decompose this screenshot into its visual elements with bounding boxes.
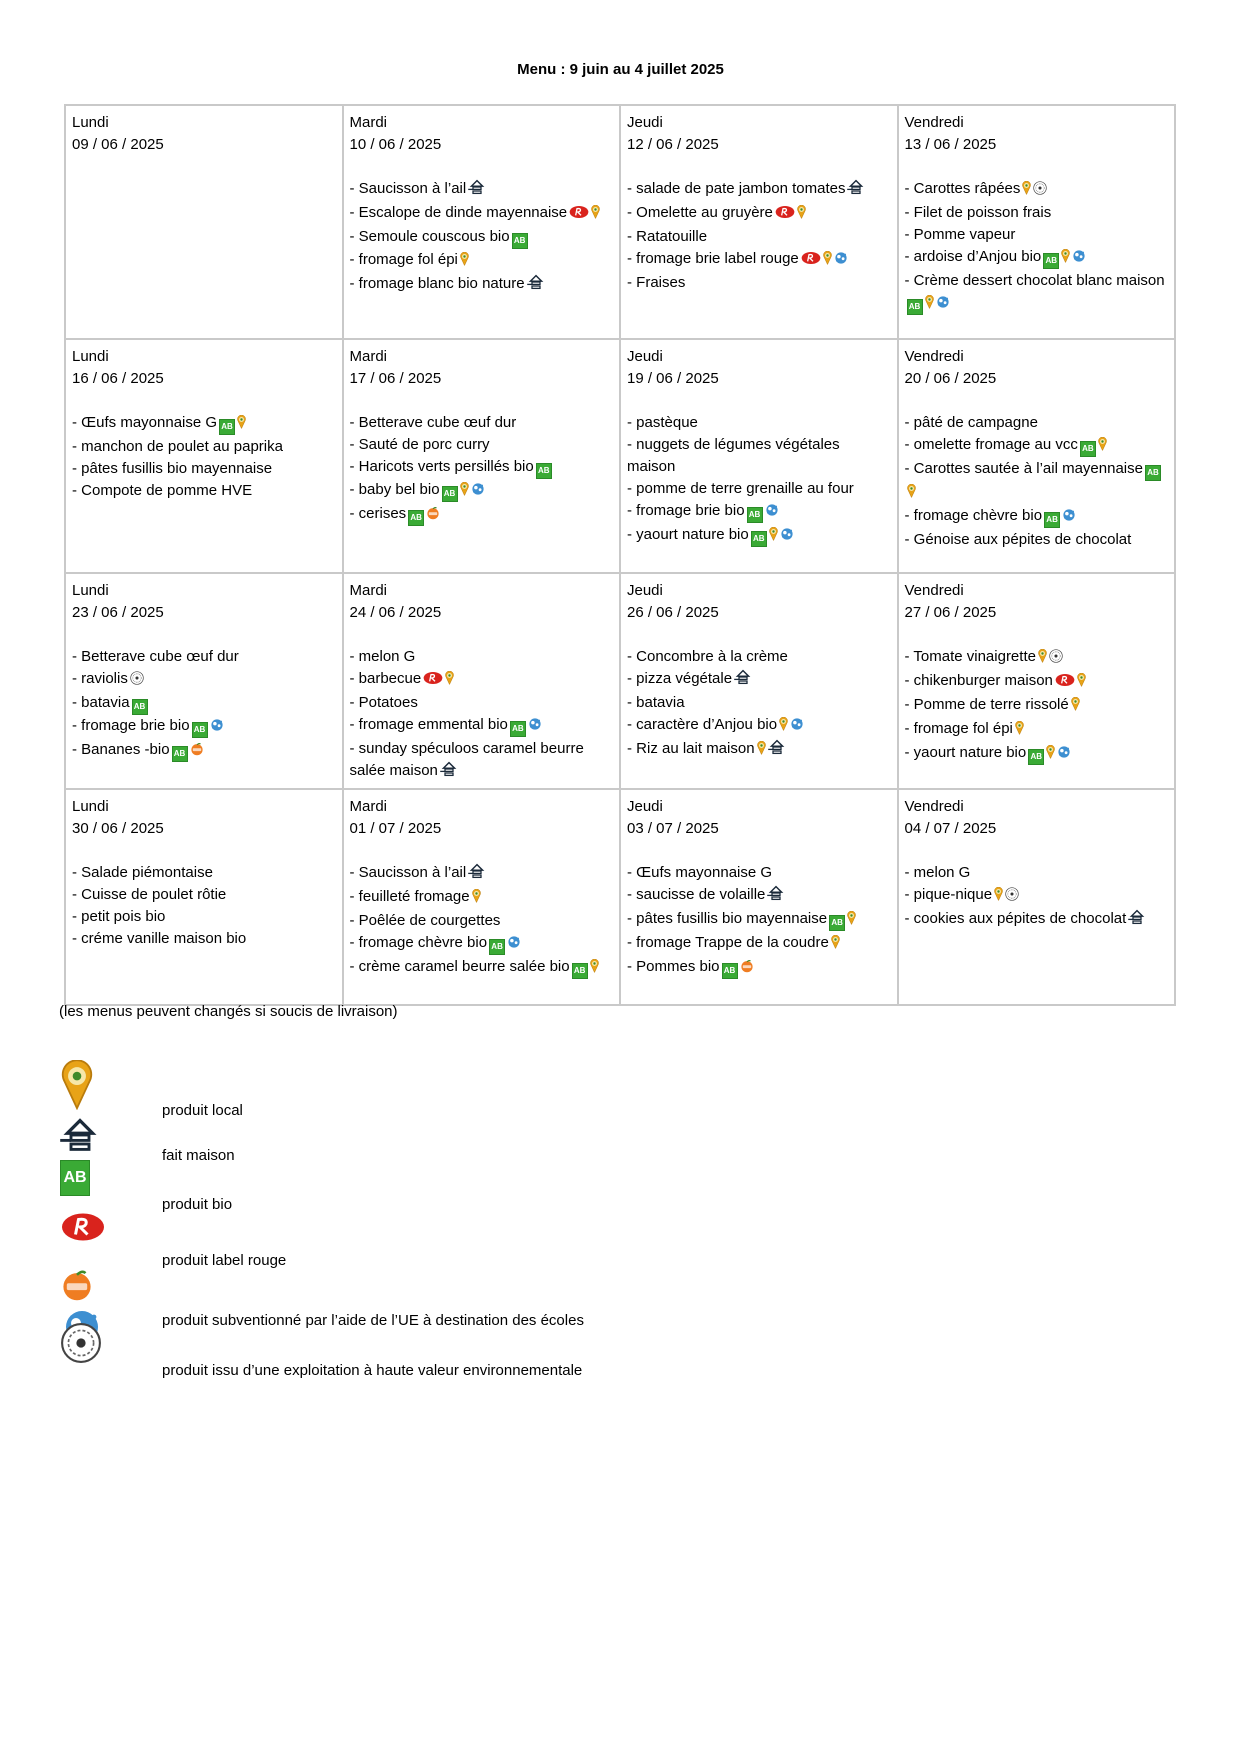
eu-icon [765, 502, 779, 524]
local-icon [1098, 436, 1107, 458]
bio-icon: AB [572, 963, 588, 979]
menu-item-text: - Carottes sautée à l’ail mayennaise [904, 460, 1143, 477]
week-row [65, 105, 1175, 339]
bio-icon: AB [536, 463, 552, 479]
maison-icon [468, 863, 486, 886]
bio-icon: AB [132, 699, 148, 715]
menu-item [627, 248, 891, 272]
menu-item-text: - pique-nique [904, 886, 993, 903]
day-date: 09 / 06 / 2025 [72, 136, 164, 153]
menu-item [350, 456, 614, 479]
bio-icon: AB [489, 939, 505, 955]
menu-item-text: - pâtes fusillis bio mayennaise [627, 910, 828, 927]
local-icon [1038, 648, 1047, 670]
menu-item-text: - pizza végétale [627, 670, 733, 687]
menu-item-text: - pastèque [627, 414, 698, 431]
day-name: Jeudi [627, 348, 663, 365]
menu-item [627, 500, 891, 524]
local-icon [769, 526, 778, 548]
menu-item-text: - fromage chèvre bio [349, 934, 488, 951]
hve-icon [60, 1322, 102, 1369]
local-icon [460, 481, 469, 503]
menu-item-text: - fromage brie bio [627, 502, 745, 519]
menu-item-text: - batavia [627, 694, 685, 711]
menu-item-text: - batavia [72, 694, 130, 711]
menu-item-text: - fromage brie label rouge [627, 250, 799, 267]
local-icon [237, 414, 246, 436]
hve-icon [1049, 648, 1063, 670]
bio-icon: AB [1043, 253, 1059, 269]
menu-item-text: - Ratatouille [627, 228, 708, 245]
menu-item-text: - Pommes bio [627, 958, 720, 975]
menu-item-text: - fromage fol épi [904, 720, 1013, 737]
day-cell [898, 573, 1176, 789]
bio-icon: AB [829, 915, 845, 931]
menu-item [350, 226, 614, 249]
menu-item [350, 646, 614, 668]
menu-item [905, 694, 1169, 718]
legend-icon-wrap [58, 1322, 102, 1369]
menu-item [350, 738, 614, 784]
day-cell [620, 105, 898, 339]
day-name: Jeudi [627, 798, 663, 815]
menu-item-text: - salade de pate jambon tomates [627, 180, 846, 197]
menu-item [350, 434, 614, 456]
menu-item-text: - Saucisson à l’ail [349, 864, 467, 881]
maison-icon [468, 179, 486, 202]
label-rouge-icon [423, 670, 443, 692]
menu-item [72, 739, 336, 763]
menu-item [905, 434, 1169, 458]
menu-item-text: - Potatoes [349, 694, 418, 711]
menu-item-text: - barbecue [349, 670, 422, 687]
menu-item [350, 692, 614, 714]
local-icon [1077, 672, 1086, 694]
day-cell [898, 789, 1176, 1005]
menu-item [72, 646, 336, 668]
local-icon [1046, 744, 1055, 766]
eu-icon [936, 294, 950, 316]
local-icon [925, 294, 934, 316]
menu-item-text: - Œufs mayonnaise G [72, 414, 218, 431]
day-name: Jeudi [627, 582, 663, 599]
day-name: Vendredi [904, 348, 964, 365]
day-name: Mardi [349, 348, 388, 365]
menu-item [72, 884, 336, 906]
fruit-icon [426, 505, 440, 527]
menu-item-text: - Œufs mayonnaise G [627, 864, 773, 881]
menu-item-text: - Filet de poisson frais [904, 204, 1052, 221]
local-icon [994, 886, 1003, 908]
menu-item-text: - melon G [349, 648, 416, 665]
day-name: Mardi [349, 798, 388, 815]
menu-item-text: - Cuisse de poulet rôtie [72, 886, 227, 903]
bio-icon: AB [722, 963, 738, 979]
day-name: Mardi [349, 582, 388, 599]
menu-item-text: - Riz au lait maison [627, 740, 755, 757]
fruit-icon [190, 741, 204, 763]
label-rouge-icon [801, 250, 821, 272]
menu-item [905, 458, 1169, 505]
day-name: Vendredi [904, 582, 964, 599]
day-cell [65, 573, 343, 789]
day-cell [65, 105, 343, 339]
menu-item-text: - caractère d’Anjou bio [627, 716, 778, 733]
hve-icon [130, 670, 144, 692]
day-cell [898, 105, 1176, 339]
day-cell [898, 339, 1176, 573]
menu-item [627, 908, 891, 932]
day-cell [620, 573, 898, 789]
local-icon [1015, 720, 1024, 742]
bio-icon: AB [907, 299, 923, 315]
menu-item [627, 884, 891, 908]
legend-icon-wrap [58, 1060, 94, 1115]
menu-item [905, 529, 1169, 551]
fruit-icon [740, 958, 754, 980]
day-cell [343, 573, 621, 789]
menu-item-text: - nuggets de légumes végétales maison [627, 436, 840, 475]
page-title: Menu : 9 juin au 4 juillet 2025 [517, 61, 724, 78]
legend-icon-wrap [58, 1117, 100, 1158]
menu-item [627, 646, 891, 668]
menu-item [72, 458, 336, 480]
day-date: 26 / 06 / 2025 [627, 604, 719, 621]
day-cell [343, 105, 621, 339]
menu-item [350, 886, 614, 910]
local-icon [472, 888, 481, 910]
day-date: 12 / 06 / 2025 [627, 136, 719, 153]
maison-icon [847, 179, 865, 202]
menu-item-text: - Pomme de terre rissolé [904, 696, 1069, 713]
menu-item-text: - fromage emmental bio [349, 716, 508, 733]
menu-item [627, 412, 891, 434]
legend-label: produit issu d’une exploitation à haute valeur environnementale [162, 1362, 583, 1379]
day-name: Lundi [72, 114, 109, 131]
local-icon [797, 204, 806, 226]
maison-icon [767, 885, 785, 908]
menu-item [627, 714, 891, 738]
eu-icon [210, 717, 224, 739]
day-cell [620, 339, 898, 573]
menu-item [627, 692, 891, 714]
local-icon [847, 910, 856, 932]
menu-item [627, 956, 891, 980]
local-icon [60, 1060, 94, 1115]
menu-item-text: - yaourt nature bio [904, 744, 1027, 761]
menu-item-text: - petit pois bio [72, 908, 166, 925]
maison-icon [734, 669, 752, 692]
bio-icon: AB [510, 721, 526, 737]
legend-label: produit bio [162, 1196, 233, 1213]
local-icon [590, 958, 599, 980]
day-date: 04 / 07 / 2025 [904, 820, 997, 837]
day-date: 27 / 06 / 2025 [904, 604, 997, 621]
menu-item-text: - Fraises [627, 274, 686, 291]
menu-item [627, 668, 891, 692]
menu-item [350, 202, 614, 226]
menu-item-text: - Haricots verts persillés bio [349, 458, 534, 475]
local-icon [591, 204, 600, 226]
menu-item [627, 524, 891, 548]
menu-item [627, 178, 891, 202]
bio-icon: AB [192, 722, 208, 738]
eu-icon [471, 481, 485, 503]
day-date: 20 / 06 / 2025 [904, 370, 997, 387]
menu-item [350, 932, 614, 956]
local-icon [757, 740, 766, 762]
day-date: 23 / 06 / 2025 [72, 604, 164, 621]
legend-label: produit local [162, 1102, 243, 1119]
menu-item [627, 226, 891, 248]
legend-label: produit subventionné par l’aide de l’UE à destination des écoles [162, 1312, 584, 1329]
menu-item-text: - Betterave cube œuf dur [72, 648, 239, 665]
legend-icon-wrap [58, 1212, 106, 1247]
fruit-icon [60, 1268, 94, 1307]
menu-item-text: - Concombre à la crème [627, 648, 788, 665]
menu-item-text: - pomme de terre grenaille au four [627, 480, 854, 497]
menu-item [905, 670, 1169, 694]
menu-item [350, 862, 614, 886]
menu-item-text: - baby bel bio [349, 481, 440, 498]
day-date: 16 / 06 / 2025 [72, 370, 164, 387]
menu-item [905, 718, 1169, 742]
menu-item [72, 928, 336, 950]
menu-item [627, 478, 891, 500]
local-icon [1022, 180, 1031, 202]
day-cell [65, 339, 343, 573]
eu-icon [790, 716, 804, 738]
maison-icon [1128, 909, 1146, 932]
menu-item [627, 202, 891, 226]
menu-item-text: - Pomme vapeur [904, 226, 1016, 243]
menu-item [72, 412, 336, 436]
menu-item-text: - cookies aux pépites de chocolat [904, 910, 1127, 927]
label-rouge-icon [775, 204, 795, 226]
eu-icon [528, 716, 542, 738]
maison-icon [440, 761, 458, 784]
local-icon [445, 670, 454, 692]
menu-item-text: - Sauté de porc curry [349, 436, 490, 453]
maison-icon [60, 1117, 100, 1158]
menu-item-text: - saucisse de volaille [627, 886, 766, 903]
day-name: Lundi [72, 348, 109, 365]
day-date: 19 / 06 / 2025 [627, 370, 719, 387]
menu-item [627, 272, 891, 294]
bio-icon: AB [1080, 441, 1096, 457]
menu-item [72, 862, 336, 884]
day-cell [343, 789, 621, 1005]
menu-item-text: - feuilleté fromage [349, 888, 470, 905]
menu-item-text: - Escalope de dinde mayennaise [349, 204, 568, 221]
day-date: 03 / 07 / 2025 [627, 820, 719, 837]
menu-item [350, 910, 614, 932]
menu-item-text: - fromage blanc bio nature [349, 275, 525, 292]
bio-icon: AB [219, 419, 235, 435]
eu-icon [1057, 744, 1071, 766]
day-date: 01 / 07 / 2025 [349, 820, 442, 837]
hve-icon [1005, 886, 1019, 908]
menu-item [627, 738, 891, 762]
local-icon [907, 483, 916, 505]
menu-item-text: - Semoule couscous bio [349, 228, 510, 245]
day-name: Vendredi [904, 798, 964, 815]
menu-item-text: - manchon de poulet au paprika [72, 438, 283, 455]
menu-item-text: - crème caramel beurre salée bio [349, 958, 570, 975]
label-rouge-icon [60, 1212, 106, 1247]
menu-item [627, 434, 891, 478]
menu-item-text: - Omelette au gruyère [627, 204, 773, 221]
menu-item [350, 249, 614, 273]
day-date: 13 / 06 / 2025 [904, 136, 997, 153]
local-icon [460, 251, 469, 273]
bio-icon: AB [1044, 512, 1060, 528]
eu-icon [834, 250, 848, 272]
legend-label: produit label rouge [162, 1252, 287, 1269]
eu-icon [780, 526, 794, 548]
bio-icon: AB [1145, 465, 1161, 481]
menu-item [350, 479, 614, 503]
menu-item [350, 714, 614, 738]
menu-item-text: - omelette fromage au vcc [904, 436, 1078, 453]
menu-item [905, 412, 1169, 434]
bio-icon: AB [442, 486, 458, 502]
menu-item-text: - fromage chèvre bio [904, 507, 1043, 524]
menu-item [905, 908, 1169, 932]
maison-icon [527, 274, 545, 297]
local-icon [1071, 696, 1080, 718]
menu-item-text: - Bananes -bio [72, 741, 170, 758]
day-cell [343, 339, 621, 573]
menu-item-text: - Saucisson à l’ail [349, 180, 467, 197]
menu-item [72, 715, 336, 739]
local-icon [823, 250, 832, 272]
menu-item-text: - fromage brie bio [72, 717, 190, 734]
menu-item-text: - fromage fol épi [349, 251, 458, 268]
menu-item [905, 742, 1169, 766]
menu-item [905, 270, 1169, 316]
menu-item [905, 646, 1169, 670]
local-icon [779, 716, 788, 738]
menu-item-text: - Salade piémontaise [72, 864, 213, 881]
menu-item-text: - Crème dessert chocolat blanc maison [904, 272, 1165, 289]
day-name: Mardi [349, 114, 388, 131]
menu-item [905, 246, 1169, 270]
menu-item [905, 224, 1169, 246]
menu-item-text: - sunday spéculoos caramel beurre salée maison [349, 740, 584, 779]
menu-item-text: - pâté de campagne [904, 414, 1038, 431]
day-name: Vendredi [904, 114, 964, 131]
menu-item-text: - yaourt nature bio [627, 526, 749, 543]
menu-item [350, 412, 614, 434]
eu-icon [1062, 507, 1076, 529]
menu-item-text: - chikenburger maison [904, 672, 1053, 689]
delivery-note: (les menus peuvent changés si soucis de livraison) [59, 1003, 398, 1020]
menu-item [72, 692, 336, 715]
menu-table [64, 104, 1176, 1006]
day-date: 17 / 06 / 2025 [349, 370, 442, 387]
bio-icon: AB [751, 531, 767, 547]
bio-icon: AB [747, 507, 763, 523]
bio-icon: AB [408, 510, 424, 526]
menu-item [72, 668, 336, 692]
menu-item [72, 436, 336, 458]
day-date: 10 / 06 / 2025 [349, 136, 442, 153]
bio-icon: AB [60, 1160, 90, 1196]
hve-icon [1033, 180, 1047, 202]
day-name: Lundi [72, 582, 109, 599]
maison-icon [768, 739, 786, 762]
menu-item [350, 178, 614, 202]
day-date: 24 / 06 / 2025 [349, 604, 442, 621]
menu-item-text: - Tomate vinaigrette [904, 648, 1036, 665]
day-name: Lundi [72, 798, 109, 815]
menu-item-text: - Compote de pomme HVE [72, 482, 253, 499]
menu-item [350, 668, 614, 692]
bio-icon: AB [512, 233, 528, 249]
menu-item [905, 178, 1169, 202]
eu-icon [1072, 248, 1086, 270]
menu-item [72, 480, 336, 502]
bio-icon: AB [172, 746, 188, 762]
day-cell [65, 789, 343, 1005]
menu-item-text: - cerises [349, 505, 407, 522]
menu-item [627, 932, 891, 956]
bio-icon: AB [1028, 749, 1044, 765]
menu-item-text: - Génoise aux pépites de chocolat [904, 531, 1132, 548]
week-row [65, 789, 1175, 1005]
local-icon [831, 934, 840, 956]
day-cell [620, 789, 898, 1005]
menu-item [905, 884, 1169, 908]
menu-item-text: - melon G [904, 864, 971, 881]
legend-label: fait maison [162, 1147, 235, 1164]
menu-item [350, 956, 614, 980]
week-row [65, 573, 1175, 789]
week-row [65, 339, 1175, 573]
day-date: 30 / 06 / 2025 [72, 820, 164, 837]
menu-item-text: - Poêlée de courgettes [349, 912, 501, 929]
menu-item-text: - créme vanille maison bio [72, 930, 247, 947]
eu-icon [507, 934, 521, 956]
menu-item [627, 862, 891, 884]
menu-item [350, 273, 614, 297]
menu-item [905, 202, 1169, 224]
menu-item-text: - ardoise d’Anjou bio [904, 248, 1042, 265]
label-rouge-icon [569, 204, 589, 226]
day-name: Jeudi [627, 114, 663, 131]
menu-item [905, 505, 1169, 529]
label-rouge-icon [1055, 672, 1075, 694]
menu-item-text: - Carottes râpées [904, 180, 1021, 197]
menu-item-text: - fromage Trappe de la coudre [627, 934, 829, 951]
legend-icon-wrap [58, 1160, 90, 1196]
menu-item-text: - raviolis [72, 670, 128, 687]
menu-item [905, 862, 1169, 884]
local-icon [1061, 248, 1070, 270]
menu-item [72, 906, 336, 928]
menu-item-text: - pâtes fusillis bio mayennaise [72, 460, 273, 477]
menu-item [350, 503, 614, 527]
menu-item-text: - Betterave cube œuf dur [349, 414, 517, 431]
